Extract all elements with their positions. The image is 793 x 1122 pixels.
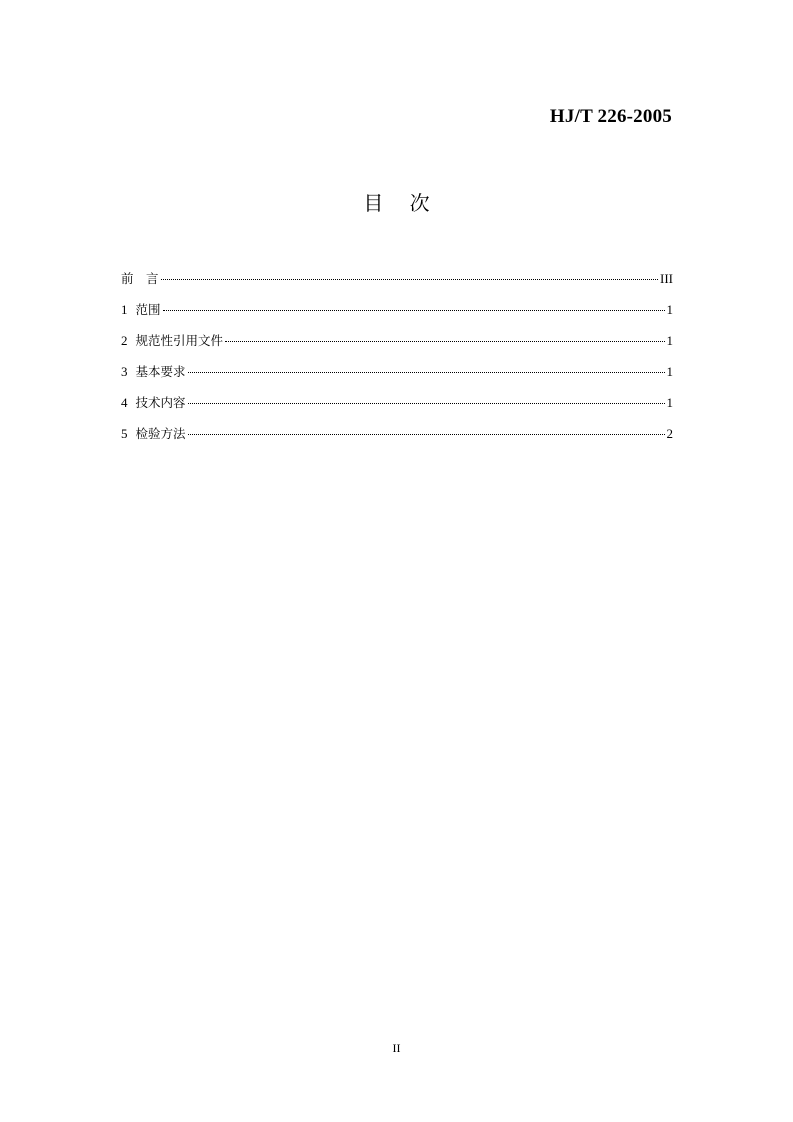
- toc-entry-test-methods[interactable]: [121, 424, 673, 455]
- toc-entry-number: 2: [121, 333, 128, 348]
- toc-entry-number: 3: [121, 364, 128, 379]
- toc-dot-leader: [188, 372, 665, 373]
- toc-entry-page: 1: [666, 395, 673, 410]
- toc-dot-leader: [225, 341, 664, 342]
- toc-entry-page: 1: [666, 333, 673, 348]
- toc-entry-number: 1: [121, 302, 128, 317]
- toc-entry-number: 4: [121, 395, 128, 410]
- toc-entry-page: 2: [666, 426, 673, 441]
- toc-entry-label: 前 言: [121, 271, 159, 286]
- page-number: II: [392, 1041, 401, 1055]
- toc-entry-number: 5: [121, 426, 128, 441]
- toc-entry-technical-content[interactable]: [121, 393, 673, 424]
- toc-title: 目 次: [363, 191, 440, 215]
- toc-dot-leader: [188, 434, 665, 435]
- toc-entry-label: 技术内容: [135, 395, 186, 410]
- toc-entry-label: 规范性引用文件: [135, 333, 224, 348]
- toc-dot-leader: [163, 310, 665, 311]
- toc-dot-leader: [161, 279, 658, 280]
- toc-entry-foreword[interactable]: [121, 269, 673, 300]
- toc-list: [121, 269, 673, 455]
- toc-entry-normative-references[interactable]: [121, 331, 673, 362]
- toc-dot-leader: [188, 403, 665, 404]
- toc-entry-label: 范围: [135, 302, 161, 317]
- toc-entry-scope[interactable]: [121, 300, 673, 331]
- toc-entry-page: 1: [666, 364, 673, 379]
- toc-entry-label: 检验方法: [135, 426, 186, 441]
- toc-entry-label: 基本要求: [135, 364, 186, 379]
- toc-entry-page: 1: [666, 302, 673, 317]
- toc-entry-basic-requirements[interactable]: [121, 362, 673, 393]
- standard-code: HJ/T 226-2005: [549, 106, 672, 127]
- toc-entry-page: III: [660, 271, 673, 286]
